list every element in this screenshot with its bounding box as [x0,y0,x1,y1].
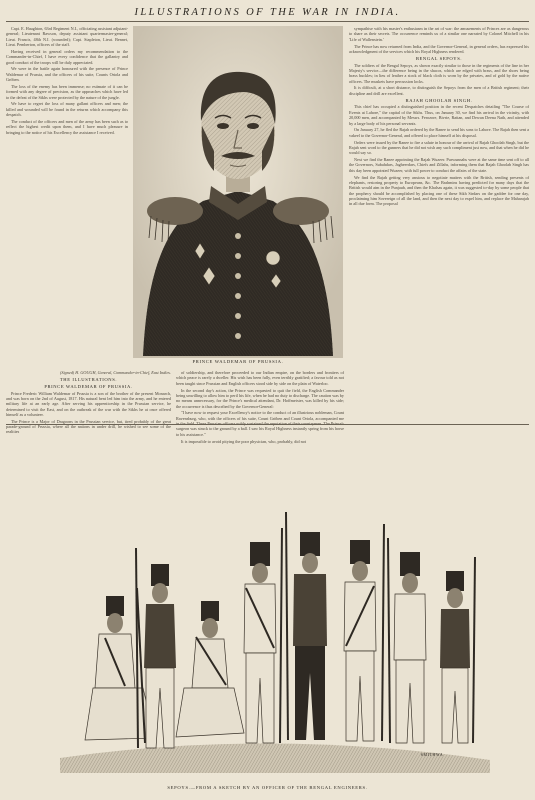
prince-waldemar-portrait [133,26,343,366]
paragraph: The conduct of the officers and men of the army has been such as to reflect the highest credit upon them, and I have much pleasure in bringing to the notice of his Excellency the assistance I received. [6,119,128,135]
portrait-engraving [133,26,343,366]
paragraph: sympathise with his master's enthusiasm in the art of war: the amusements of Princes are as dangerous to share as their secrets. The occurrence reminds us of a similar one narrated by Colonel Mitchell in his 'Life of Wallenstein.' [349,26,529,42]
paragraph: Orders were issued by the Ranee to fire a salute in honour of the arrival of Rajah Ghoolab Singh, but the Rajah sent word to the gunners that he did not wish any such compliment just now, and that when he did he would say so. [349,139,530,156]
section-heading-sepoys: BENGAL SEPOYS. [415,55,463,61]
left-column-bottom [6,370,171,435]
paragraph: The Prince is a Major of Dragoons in the Prussian service, but, tired probably of the great parade-ground of Prussia, where all the nations in under drill, he wished to see some of the realities [6,418,171,435]
right-column [349,26,529,418]
sepoys-caption: SEPOYS.—FROM A SKETCH BY AN OFFICER OF THE BENGAL ENGINEERS. [167,785,368,790]
paragraph: This chief has occupied a distinguished position in the recent Despatches detailing "The Course of Events at Lahore," the capital of the Sikhs. Thus, on January 30, we find his arrival in the vicinity, with 20,000 men, and accompanied by Messrs. Ferozore, Bivrie, Rattan, and Dewan Deena Nath, and attended by a large body of his personal servants. [349,104,529,126]
paragraph: Capt. E. Haughton, 63rd Regiment N.I., officiating assistant adjutant-general; Lieutenant Rawson, deputy assistant quartermaster-general; Lieut. Francis, 48th N.I. (wounded); Capt. Stapleton, Lieut. Bennet, Lieut. Pemberton, officers of the staff. [6,26,128,48]
paragraph: It is impossible to avoid pitying the poor physician, who, probably, did not [181,438,306,444]
paragraph: The soldiers of the Bengal Sepoys, as shown exactly similar to those in the regiments of the line in her Majesty's service—the difference being in the shacos, which are edged with brass, and the shoes being brass buckles; in lieu of leather a stock of black cloth is worn by the privates, and of gold by the native officers. The muskets have percussion locks. [349,62,529,84]
section-heading-illustrations: THE ILLUSTRATIONS. [59,376,118,382]
paragraph: On January 27, he fled the Rajah ordered by the Ranee to send his sons to Lahore. The Rajah then sent a vakeel to the Governor-General, and offered to place himself at his disposal. [349,127,529,138]
paragraph: The loss of the enemy has been immense; no estimate of it can be formed with any degree of precision, as the approaches which have led to the defeat of the Sikhs were protected by the nature of the jungle. [6,83,128,100]
sepoy-figure [388,538,426,743]
paragraph: We were in the battle again honoured with the presence of Prince Waldemar of Prussia, and the officers of his suite, Counts Oriola and Gröben. [6,66,128,83]
paragraph: Prince Frederic William Waldemar of Prussia is a son of the brother of the present Monarch, and was born on the 2nd of August, 1817. His natural bent led him into the army, and he entered military life at an early age. After serving his apprenticeship in the Prussian service, he determined to visit the East, and on the outbreak of the war with the Sikhs he at once offered himself as a volunteer. [6,390,171,417]
sepoy-figure [286,512,327,740]
sepoys-illustration [20,428,515,778]
sepoy-figure [440,557,475,743]
section-heading-prince: PRINCE WALDEMAR OF PRUSSIA. [44,383,133,389]
sepoy-figure [176,601,244,737]
paragraph: In the second day's action, the Prince was requested to quit the field, the English Commander being unwilling to allow him to peril his life, when he had no duty to discharge. The caution was by no means unnecessary, for the Prince's medical attendant, Dr. Hoffmeister, was killed by his side; the occurrence is thus described by the Governor-General: [176,387,344,409]
sepoy-figure [244,528,282,743]
paragraph: of soldiership, and therefore proceeded to our Indian empire, on the borders and frontiers of which peace is rarely a dweller. His wish has been fully, even terribly gratified; a favour told as not been taught since Prussian and English officers stood side by side on the plain of Waterloo. [176,370,344,386]
sepoy-figure [344,524,384,741]
paragraph: It is difficult, at a short distance, to distinguish the Sepoys from the men of a British regiment; their discipline and drill are excellent. [349,85,529,96]
masthead-rule [6,21,529,22]
paragraph: We have to regret the loss of many gallant officers and men; the killed and wounded will be found in the returns which accompany this despatch. [6,101,128,118]
section-rule [6,424,529,425]
masthead: ILLUSTRATIONS OF THE WAR IN INDIA. [134,7,401,18]
engraver-signature: SMITHWA [420,753,444,757]
paragraph: Having received in general orders my recommendation to the Commander-in-Chief, I have every confidence that the gallantry and good conduct of the troops will be duly appreciated. [6,48,128,65]
sepoys-engraving [20,428,515,780]
despatch-signature: (Signed) H. GOUGH, General, Commander-in-Chief, East Indies. [60,370,171,375]
portrait-caption: PRINCE WALDEMAR OF PRUSSIA. [192,359,284,364]
paragraph: We find the Rajah getting very anxious to negotiate matters with the British, sending presents of elephants, restoring property to Europeans, &c. The Brahmins having predicted for many days that the British would aim in the Punjaub, and then the Khalsas again, it was suggested to-day by some people that the prophecy should be accomplished by placing one of these Sikh Sirdars on the gaddee for one day, proclaiming him Sovereign of all the land, and then the next day to expel him, and replace the Maharajah in all due form. The proposal [349,174,529,207]
section-heading-gholab: RAJAH GHOOLAB SINGH. [405,97,473,103]
paragraph: Next we find the Ranee appointing the Rajah Wuzeer. Purwunnahs were at the same time sent off to all the Governors, Subahdars, Jagheerdars, Chiefs and Zillahs, informing them that Rajah Ghoolab Singh has this day been appointed Wuzeer, with full power to conduct the affairs of the state. [349,157,529,173]
middle-column-bottom [176,370,344,444]
left-column-top [6,26,128,368]
paragraph: "I have now to request your Excellency's notice to the conduct of an illustrious nobleman, Count Ravensburg, who, with the officers of his suite, Count Gröben and Count Oriola, accompanied me in the field. These Prussian officers nobly sustained the reputation of their countrymen. The Prince's surgeon was struck to the ground by a ball. I saw his Royal Highness instantly spring from his horse to his assistance." [176,410,344,437]
paragraph: The Prince has now returned from India, and the Governor-General, in general orders, has expressed his acknowledgment of the services which his Royal Highness rendered. [349,43,529,54]
